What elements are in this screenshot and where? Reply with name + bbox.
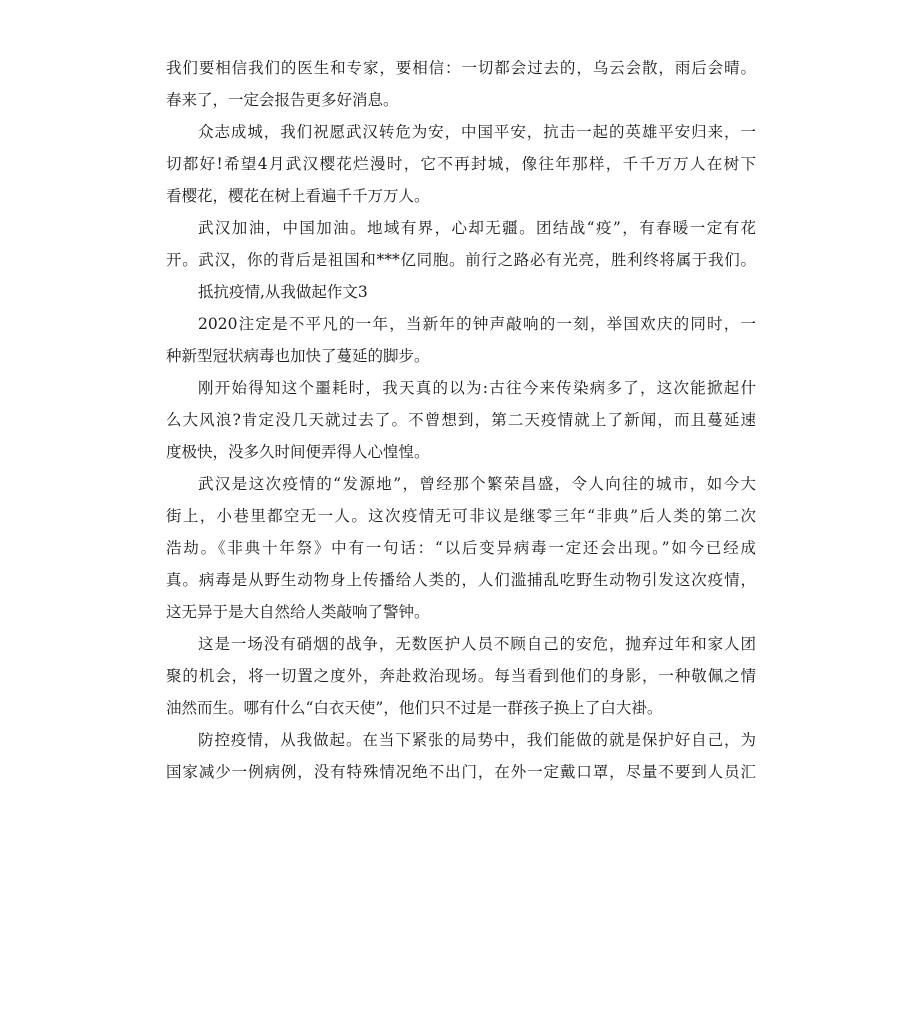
document-body: [166, 52, 756, 788]
text-line: 刚开始得知这个噩耗时，我天真的以为:古往今来传染病多了，这次能掀起什: [198, 379, 756, 397]
text-line: 种新型冠状病毒也加快了蔓延的脚步。: [166, 347, 430, 365]
text-line: 切都好!希望4月武汉樱花烂漫时，它不再封城，像往年那样，千千万万人在树下: [166, 155, 756, 173]
text-line: 浩劫。《非典十年祭》中有一句话：“以后变异病毒一定还会出现。”如今已经成: [166, 539, 756, 557]
text-line: 这无异于是大自然给人类敲响了警钟。: [166, 603, 430, 621]
text-line: 武汉加油，中国加油。地域有界，心却无疆。团结战“疫”，有春暖一定有花: [198, 219, 756, 237]
text-line: 真。病毒是从野生动物身上传播给人类的，人们滥捕乱吃野生动物引发这次疫情，: [166, 571, 756, 589]
text-line: 我们要相信我们的医生和专家，要相信：一切都会过去的，乌云会散，雨后会晴。: [166, 59, 756, 77]
text-line: 看樱花，樱花在树上看遍千千万万人。: [166, 187, 430, 205]
text-line: 么大风浪?肯定没几天就过去了。不曾想到，第二天疫情就上了新闻，而且蔓延速: [166, 411, 756, 429]
text-line: 聚的机会，将一切置之度外，奔赴救治现场。每当看到他们的身影，一种敬佩之情: [166, 667, 756, 685]
text-line: 武汉是这次疫情的“发源地”，曾经那个繁荣昌盛，令人向往的城市，如今大: [198, 475, 756, 493]
section-heading: 抵抗疫情,从我做起作文3: [198, 283, 368, 301]
text-line: 这是一场没有硝烟的战争，无数医护人员不顾自己的安危，抛弃过年和家人团: [198, 635, 756, 653]
text-line: 防控疫情，从我做起。在当下紧张的局势中，我们能做的就是保护好自己，为: [198, 731, 756, 749]
text-line: 众志成城，我们祝愿武汉转危为安，中国平安，抗击一起的英雄平安归来，一: [198, 123, 756, 141]
text-line: 油然而生。哪有什么“白衣天使”，他们只不过是一群孩子换上了白大褂。: [166, 699, 663, 717]
text-line: 开。武汉，你的背后是祖国和***亿同胞。前行之路必有光亮，胜利终将属于我们。: [166, 251, 756, 269]
text-line: 街上，小巷里都空无一人。这次疫情无可非议是继零三年“非典”后人类的第二次: [166, 507, 756, 525]
text-line: 春来了，一定会报告更多好消息。: [166, 91, 399, 109]
text-line: 2020注定是不平凡的一年，当新年的钟声敲响的一刻，举国欢庆的同时，一: [198, 315, 756, 333]
text-line: 度极快，没多久时间便弄得人心惶惶。: [166, 443, 430, 461]
text-line: 国家减少一例病例，没有特殊情况绝不出门，在外一定戴口罩，尽量不要到人员汇: [166, 763, 756, 781]
